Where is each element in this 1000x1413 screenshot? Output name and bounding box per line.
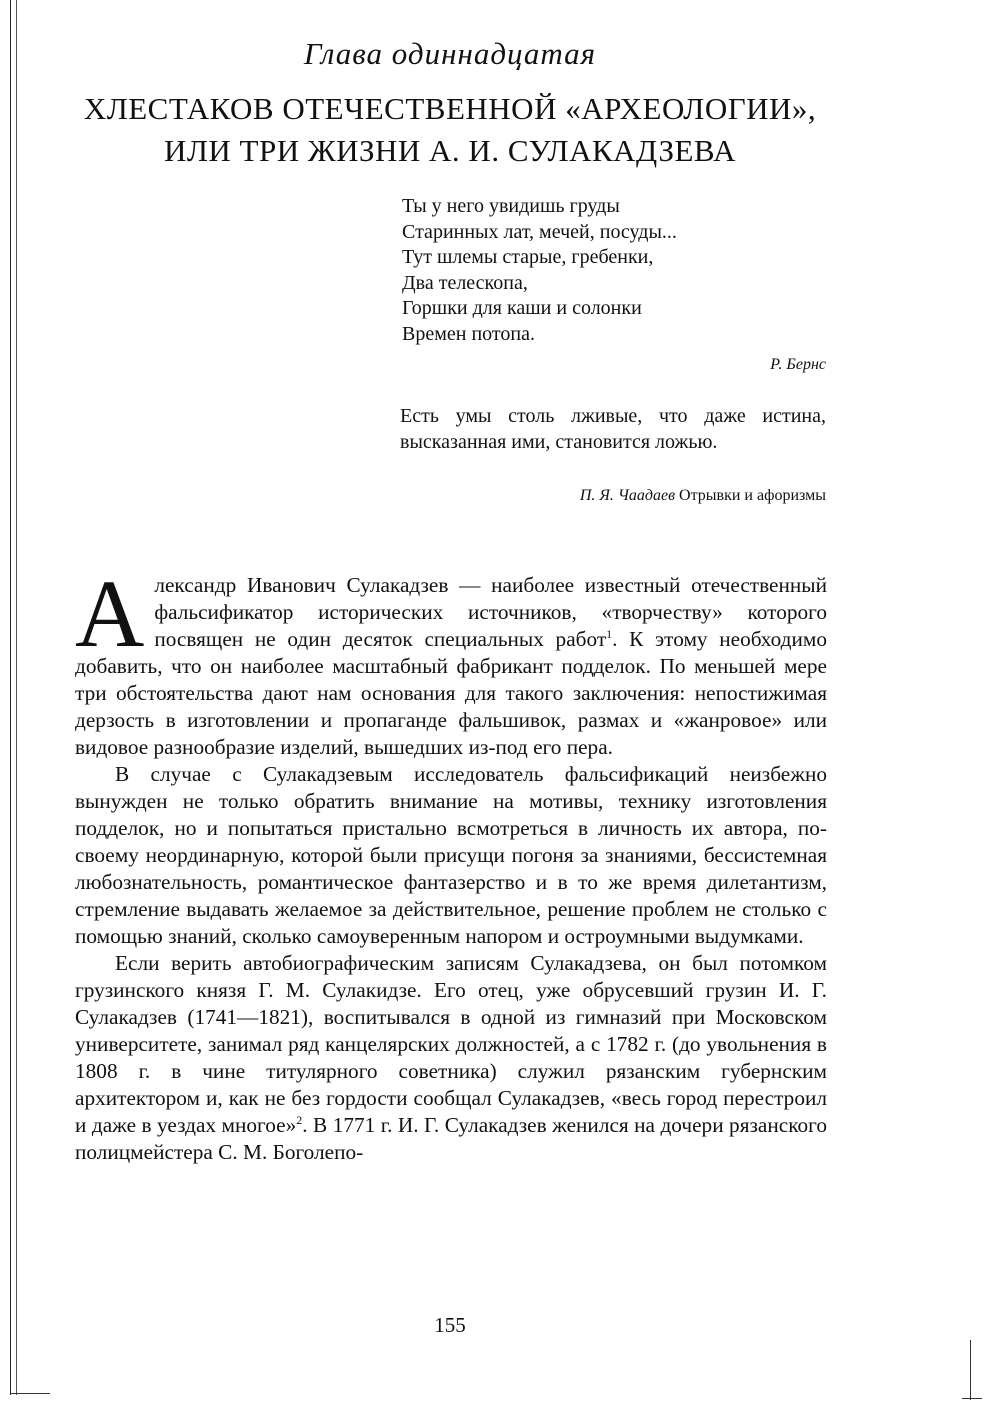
- footnote-ref[interactable]: 2: [296, 1112, 303, 1127]
- quote-work: Отрывки и афоризмы: [679, 487, 826, 504]
- paragraph-text: . К этому необходимо добавить, что он наиболее масштабный фабрикант подделок. По меньшей мере три обстоятельства дают нам основания для такого заключения: непостижимая дерзость в изготовлении и пропаганде фальшивок, размах и «жанровое» или видовое разнообразие изделий, вышедших из-под его пера.: [75, 627, 827, 759]
- paragraph-text: . В 1771 г. И. Г. Сулакадзев женился на дочери рязанского полицмейстера С. М. Боголепо-: [75, 1113, 827, 1164]
- paragraph: В случае с Сулакадзевым исследователь фальсификаций неизбежно вынужден не только обратить внимание на мотивы, технику изготовления подделок, но и попытаться пристально всмотреться в личность их автора, по-своему неординарную, которой были присущи погоня за знаниями, бессистемная любознательность, романтическое фантазерство и в то же время дилетантизм, стремление выдавать желаемое за действительное, решение проблем не столько с помощью знаний, сколько самоуверенным напором и остроумными выдумками.: [75, 762, 827, 948]
- paragraph-text: лександр Иванович Сулакадзев — наиболее известный отечественный фальсификатор исторических источников, «творчеству» которого посвящен не один десяток специальных работ: [154, 573, 827, 651]
- paragraph: [75, 560, 827, 761]
- chapter-title-line: ХЛЕСТАКОВ ОТЕЧЕСТВЕННОЙ «АРХЕОЛОГИИ»,: [83, 91, 817, 126]
- body-text: [75, 560, 827, 1166]
- poem-line: Горшки для каши и солонки: [402, 297, 642, 320]
- epigraph-poem: [402, 194, 822, 348]
- epigraph-quote: Есть умы столь лживые, что даже истина, высказанная ими, становится ложью.: [400, 405, 826, 453]
- quote-source: [420, 487, 826, 505]
- poem-line: Ты у него увидишь груды: [402, 195, 620, 217]
- poem-line: Два телескопа,: [402, 271, 528, 294]
- page-edge-line: [10, 0, 11, 1395]
- drop-cap: А: [75, 560, 145, 667]
- paragraph-text: Если верить автобиографическим записям Сулакадзева, он был потомком грузинского князя Г. М. Сулакидзе. Его отец, уже обрусевший грузин И. Г. Сулакадзев (1741—1821), воспитывался в одной из гимназий при Московском университете, занимал ряд канцелярских должностей, а с 1782 г. (до увольнения в 1808 г. в чине титулярного советника) служил рязанским губернским архитектором и, как не без гордости сообщал Сулакадзев, «весь город перестроил и даже в уездах многое»: [75, 951, 827, 1137]
- page-edge-mark: [962, 1398, 982, 1399]
- page-edge-line: [16, 0, 17, 1395]
- chapter-title-line: ИЛИ ТРИ ЖИЗНИ А. И. СУЛАКАДЗЕВА: [163, 133, 737, 168]
- poem-line: Времен потопа.: [402, 322, 535, 345]
- quote-author: П. Я. Чаадаев: [579, 487, 676, 504]
- page-edge-mark: [10, 1393, 50, 1394]
- poem-line: Старинных лат, мечей, посуды...: [402, 220, 677, 243]
- poem-author: Р. Бернс: [770, 356, 826, 373]
- poem-line: Тут шлемы старые, гребенки,: [402, 246, 654, 269]
- page-number: 155: [434, 1313, 466, 1337]
- footnote-ref[interactable]: 1: [606, 626, 613, 641]
- chapter-title: [60, 88, 840, 172]
- paragraph: [75, 950, 827, 1166]
- page-edge-mark: [970, 1340, 971, 1400]
- chapter-label: Глава одиннадцатая: [303, 36, 597, 71]
